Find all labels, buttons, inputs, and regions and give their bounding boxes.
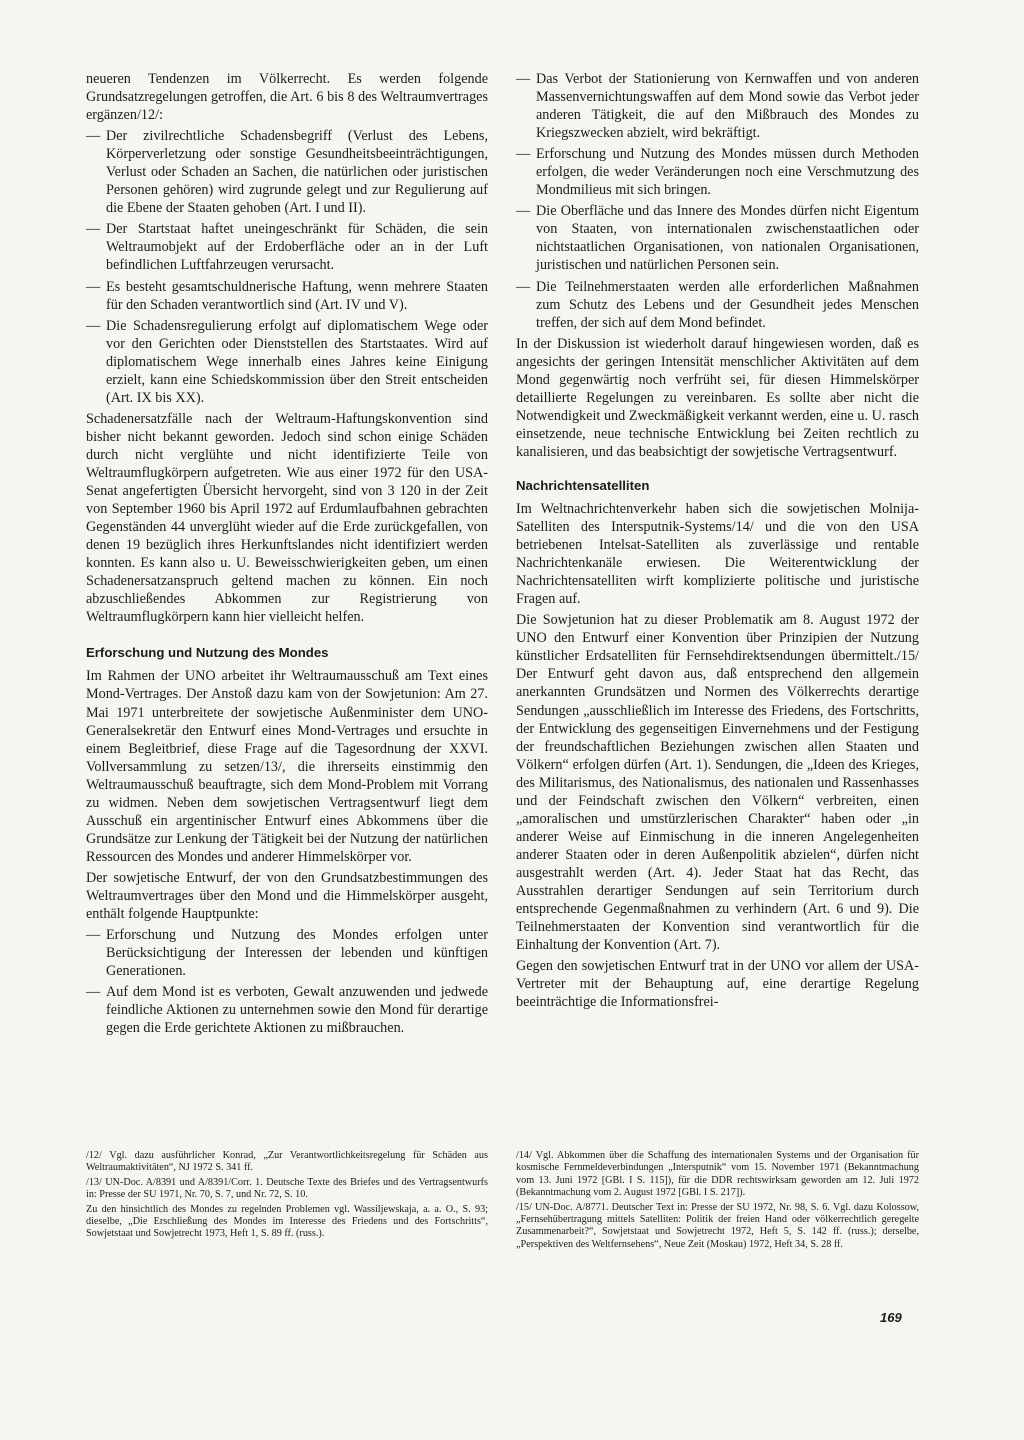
discussion-paragraph: In der Diskussion ist wiederholt darauf hingewiesen worden, daß es angesichts der geringen Intensität menschlicher Aktivitäten auf dem Mond gegenwärtig noch verfrüht sei, für diesen Himmelskörper detaillierte Regelungen zu vereinbaren. Es sollte aber nicht die Notwendigkeit und Zweckmäßigkeit verkannt werden, eine u. U. rasch einsetzende, neue technische Entwicklung bei Zeiten rechtlich zu kanalisieren, und das beabsichtigt der sowjetische Vertragsentwurf. bbox=[516, 335, 919, 460]
section-heading-satellites: Nachrichtensatelliten bbox=[516, 477, 650, 493]
footnotes-right bbox=[516, 1150, 919, 1253]
usa-objection-paragraph: Gegen den sowjetischen Entwurf trat in der UNO vor allem der USA-Vertreter mit der Behauptung auf, eine derartige Regelung beeinträchtige die Informationsfrei- bbox=[516, 958, 919, 1011]
footnote: /14/ Vgl. Abkommen über die Schaffung des internationalen Systems und der Organisation für kosmische Fernmeldeverbindungen „Intersputnik“ vom 15. November 1971 (Bekanntmachung vom 13. Juni 1972 [GBl. I S. 115]), für die DDR rechtswirksam geworden am 12. Juli 1972 (Bekanntmachung vom 2. August 1972 [GBl. I S. 217]). bbox=[516, 1150, 919, 1199]
footnote: /12/ Vgl. dazu ausführlicher Konrad, „Zur Verantwortlichkeitsregelung für Schäden aus Weltraumaktivitäten“, NJ 1972 S. 341 ff. bbox=[86, 1150, 488, 1174]
dash-bullet: — bbox=[86, 278, 101, 295]
dash-bullet: — bbox=[516, 146, 531, 163]
soviet-draft-paragraph: Der sowjetische Entwurf, der von den Grundsatzbestimmungen des Weltraumvertrages über den Mond und die Himmelskörper ausgeht, enthält folgende Hauptpunkte: bbox=[86, 869, 488, 923]
dash-bullet: — bbox=[516, 278, 531, 295]
list-item bbox=[86, 926, 488, 980]
satellites-intro-paragraph: Im Weltnachrichtenverkehr haben sich die sowjetischen Molnija-Satelliten des Intersputnik-Systems/14/ und die von den USA betriebenen Intelsat-Satelliten als zuverlässige und rentable Nachrichtenkanäle erwiesen. Die Weiterentwicklung der Nachrichtensatelliten wirft komplizierte politische und juristische Fragen auf. bbox=[516, 500, 919, 608]
list-item bbox=[86, 983, 488, 1037]
list-item bbox=[86, 278, 488, 314]
list-item-text: Die Oberfläche und das Innere des Mondes dürfen nicht Eigentum von Staaten, von internationalen zwischenstaatlichen oder nichtstaatlichen Organisationen, von nationalen Organisationen, juristischen und natürlichen Personen sein. bbox=[536, 203, 919, 274]
dash-bullet: — bbox=[86, 317, 101, 334]
list-item bbox=[516, 145, 919, 199]
liability-principles-list bbox=[86, 127, 488, 407]
dash-bullet: — bbox=[86, 927, 101, 944]
footnote: /13/ UN-Doc. A/8391 und A/8391/Corr. 1. Deutsche Texte des Briefes und des Vertragsentwurfs in: Presse der SU 1971, Nr. 70, S. 7, und Nr. 72, S. 10. bbox=[86, 1176, 488, 1201]
moon-treaty-paragraph: Im Rahmen der UNO arbeitet ihr Weltraumausschuß am Text eines Mond-Vertrages. Der Anstoß dazu kam von der Sowjetunion: Am 27. Mai 1971 unterbreitete der sowjetische Außenminister dem UNO-Generalsekretär den Entwurf eines Mond-Vertrages und ersuchte in einem Begleitbrief, diese Frage auf die Tagesordnung der XXVI. Vollversammlung zu setzen/13/, die ihrerseits einstimmig den Weltraumausschuß beauftragte, sich dem Mond-Problem mit Vorrang zu widmen. Neben dem sowjetischen Vertragsentwurf liegt dem Ausschuß ein argentinischer Entwurf eines Abkommens über die Grundsätze zur Lenkung der Tätigkeit bei der Nutzung der natürlichen Ressourcen des Mondes und anderer Himmelskörper vor. bbox=[86, 668, 488, 865]
footnote: /15/ UN-Doc. A/8771. Deutscher Text in: Presse der SU 1972, Nr. 98, S. 6. Vgl. dazu Kolossow, „Fernsehübertragung mittels Satelliten: Politik der freien Hand oder völkerrechtlich geregelte Zusammenarbeit?“, Sowjetstaat und Sowjetrecht 1972, Heft 5, S. 142 ff. (russ.); derselbe, „Perspektiven des Weltfernsehens“, Neue Zeit (Moskau) 1972, Heft 34, S. 28 ff. bbox=[516, 1201, 919, 1250]
convention-paragraph: Die Sowjetunion hat zu dieser Problematik am 8. August 1972 der UNO den Entwurf einer Konvention über Prinzipien der Nutzung künstlicher Erdsatelliten für Fernsehdirektsendungen übermittelt./15/ Der Entwurf geht davon aus, daß entsprechend den allgemein anerkannten Grundsätzen und Normen des Völkerrechts derartige Sendungen „ausschließlich im Interesse des Friedens, des Fortschritts, der Entwicklung des gegenseitigen Einvernehmens und der Festigung der freundschaftlichen Beziehungen zwischen allen Staaten und Völkern“ erfolgen dürfen (Art. 1). Sendungen, die „Ideen des Krieges, des Militarismus, des Nationalismus, des nationalen und Rassenhasses und der Feindschaft zwischen den Völkern“ verbreiten, einen „amoralischen und umstürzlerischen Charakter“ haben oder „in anderer Weise auf Einmischung in die inneren Angelegenheiten anderer Staaten oder in deren Außenpolitik abzielen“, dürfen nicht ausgestrahlt werden (Art. 4). Jeder Staat hat das Recht, das Ausstrahlen derartiger Sendungen auf sein Territorium durch entsprechende Gegenmaßnahmen zu verhindern (Art. 6 und 9). Die Teilnehmerstaaten der Konvention sind verantwortlich für die Einhaltung der Konvention (Art. 7). bbox=[516, 612, 919, 954]
list-item bbox=[86, 220, 488, 274]
list-item bbox=[516, 202, 919, 274]
list-item-text: Erforschung und Nutzung des Mondes müssen durch Methoden erfolgen, die weder Veränderungen noch eine Verschmutzung des Mondmilieus mit sich bringen. bbox=[536, 146, 919, 199]
list-item-text: Der Startstaat haftet uneingeschränkt für Schäden, die sein Weltraumobjekt auf der Erdoberfläche oder an in der Luft befindlichen Luftfahrzeugen verursacht. bbox=[106, 221, 488, 274]
list-item-text: Der zivilrechtliche Schadensbegriff (Verlust des Lebens, Körperverletzung oder sonstige Gesundheitsbeeinträchtigungen, Verlust oder Schaden an Sachen, die natürlichen oder juristischen Personen gehören) wird zugrunde gelegt und zur Regulierung auf die Ebene der Staaten gehoben (Art. I und II). bbox=[106, 128, 488, 217]
list-item-text: Die Schadensregulierung erfolgt auf diplomatischem Wege oder vor den Gerichten oder Dienststellen des Startstaates. Wird auf diplomatischem Wege innerhalb eines Jahres keine Einigung erzielt, kann eine Schiedskommission über den Streit entscheiden (Art. IX bis XX). bbox=[106, 317, 488, 406]
dash-bullet: — bbox=[86, 984, 101, 1001]
intro-paragraph: neueren Tendenzen im Völkerrecht. Es werden folgende Grundsatzregelungen getroffen, die Art. 6 bis 8 des Weltraumvertrages ergänzen/12/: bbox=[86, 71, 488, 124]
page-number: 169 bbox=[880, 1310, 902, 1325]
damages-paragraph: Schadenersatzfälle nach der Weltraum-Haftungskonvention sind bisher nicht bekannt geworden. Jedoch sind schon einige Schäden durch nicht verglühte und nicht identifizierte Teile von Weltraumflugkörpern aufgetreten. Wie aus einer 1972 für den USA-Senat angefertigten Übersicht hervorgeht, sind von 3 120 in der Zeit von September 1960 bis April 1972 auf Erdumlaufbahnen gebrachten Gegenständen 44 unverglüht wieder auf die Erde zurückgefallen, von denen 19 bezüglich ihres Herkunftslandes nicht identifiziert werden konnten. Es kann also u. U. Beweisschwierigkeiten geben, um einen Schadenersatzanspruch geltend machen zu können. Ein noch abzuschließendes Abkommen zur Registrierung von Weltraumflugkörpern kann hier vielleicht helfen. bbox=[86, 410, 488, 626]
dash-bullet: — bbox=[516, 71, 531, 87]
right-column bbox=[516, 70, 919, 1014]
dash-bullet: — bbox=[516, 203, 531, 220]
list-item-text: Es besteht gesamtschuldnerische Haftung, wenn mehrere Staaten für den Schaden verantwortlich sind (Art. IV und V). bbox=[106, 278, 488, 313]
dash-bullet: — bbox=[86, 128, 101, 145]
left-column bbox=[86, 70, 488, 1040]
section-heading-moon: Erforschung und Nutzung des Mondes bbox=[86, 645, 329, 661]
dash-bullet: — bbox=[86, 221, 101, 238]
moon-principles-list bbox=[86, 926, 488, 1037]
list-item-text: Die Teilnehmerstaaten werden alle erforderlichen Maßnahmen zum Schutz des Lebens und der Gesundheit jedes Menschen treffen, der sich auf dem Mond befindet. bbox=[536, 278, 919, 331]
list-item bbox=[516, 278, 919, 332]
list-item bbox=[86, 317, 488, 407]
list-item bbox=[516, 70, 919, 142]
list-item-text: Auf dem Mond ist es verboten, Gewalt anzuwenden und jedwede feindliche Aktionen zu unternehmen sowie den Mond für derartige gegen die Erde gerichtete Aktionen zu mißbrauchen. bbox=[106, 984, 488, 1037]
footnote: Zu den hinsichtlich des Mondes zu regelnden Problemen vgl. Wassiljewskaja, a. a. O., S. 93; dieselbe, „Die Erschließung des Mondes im Interesse des Friedens und des Fortschritts“, Sowjetstaat und Sowjetrecht 1973, Heft 1, S. 89 ff. (russ.). bbox=[86, 1203, 488, 1240]
list-item-text: Das Verbot der Stationierung von Kernwaffen und von anderen Massenvernichtungswaffen auf dem Mond sowie das Verbot jeder anderen Tätigkeit, die auf den Mißbrauch des Mondes zu Kriegszwecken abzielt, wird bekräftigt. bbox=[536, 71, 919, 142]
footnotes-left bbox=[86, 1150, 488, 1243]
list-item bbox=[86, 127, 488, 217]
list-item-text: Erforschung und Nutzung des Mondes erfolgen unter Berücksichtigung der Interessen der lebenden und künftigen Generationen. bbox=[106, 927, 488, 980]
moon-principles-list-continued bbox=[516, 70, 919, 332]
